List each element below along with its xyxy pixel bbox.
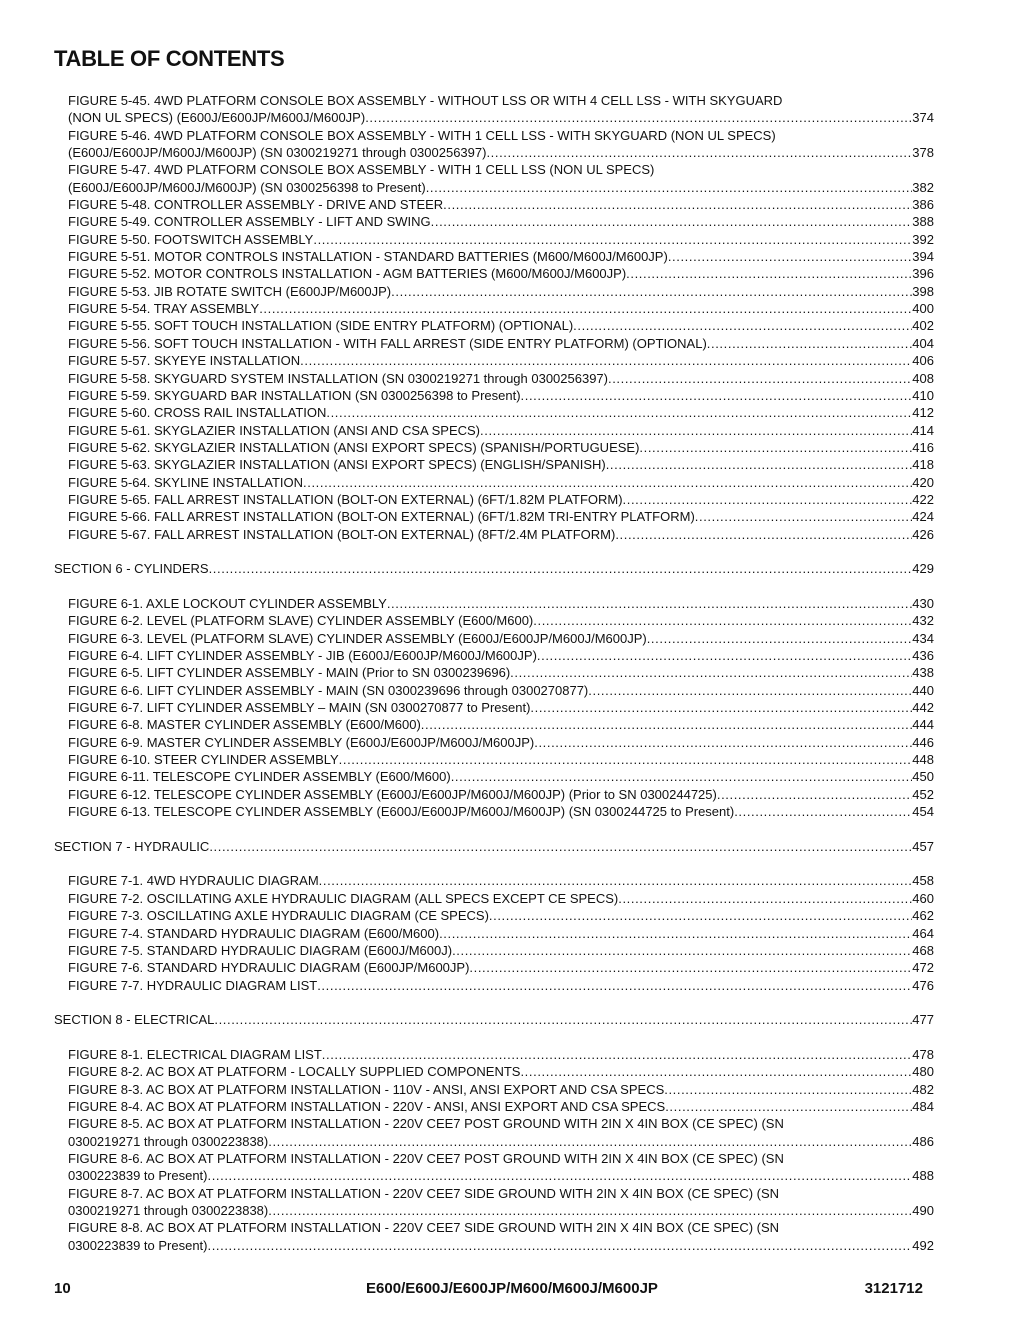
- toc-page-number: 432: [912, 613, 934, 629]
- toc-entry-title: FIGURE 6-13. TELESCOPE CYLINDER ASSEMBLY (E600J/E600JP/M600J/M600JP) (SN 0300244725 to Present): [68, 804, 735, 820]
- toc-figure-entry[interactable]: [68, 734, 934, 751]
- toc-page-number: 386: [912, 197, 934, 213]
- toc-entry-title: SECTION 8 - ELECTRICAL: [54, 1012, 215, 1028]
- toc-entry-title: FIGURE 7-4. STANDARD HYDRAULIC DIAGRAM (E600/M600): [68, 925, 440, 941]
- dot-leader: [431, 213, 913, 230]
- toc-figure-entry[interactable]: [68, 283, 934, 300]
- toc-page-number: 477: [912, 1012, 934, 1028]
- toc-figure-entry[interactable]: [68, 404, 934, 421]
- toc-figure-entry[interactable]: [68, 1098, 934, 1115]
- dot-leader: [391, 283, 912, 300]
- toc-figure-entry[interactable]: [68, 716, 934, 733]
- footer-model: E600/E600J/E600JP/M600/M600J/M600JP: [366, 1280, 658, 1297]
- toc-page-number: 454: [912, 804, 934, 820]
- toc-entry-title: FIGURE 6-10. STEER CYLINDER ASSEMBLY: [68, 752, 339, 768]
- toc-figure-entry[interactable]: [68, 248, 934, 265]
- toc-entry-title: FIGURE 8-1. ELECTRICAL DIAGRAM LIST: [68, 1046, 322, 1062]
- toc-page-number: 416: [912, 439, 934, 455]
- toc-entry-title: FIGURE 5-54. TRAY ASSEMBLY: [68, 301, 260, 317]
- toc-page-number: 414: [912, 422, 934, 438]
- toc-figure-entry[interactable]: [68, 526, 934, 543]
- toc-page-number: 442: [912, 700, 934, 716]
- dot-leader: [717, 786, 912, 803]
- toc-page-number: 484: [912, 1098, 934, 1114]
- toc-figure-entry[interactable]: [68, 422, 934, 439]
- dot-leader: [469, 959, 912, 976]
- toc-entry-title: FIGURE 8-4. AC BOX AT PLATFORM INSTALLATION - 220V - ANSI, ANSI EXPORT AND CSA SPECS: [68, 1098, 666, 1114]
- toc-spacer: [0, 855, 1024, 872]
- dot-leader: [268, 1202, 912, 1219]
- dot-leader: [322, 1046, 913, 1063]
- toc-entry-title: FIGURE 7-2. OSCILLATING AXLE HYDRAULIC DIAGRAM (ALL SPECS EXCEPT CE SPECS): [68, 890, 619, 906]
- toc-figure-entry[interactable]: [68, 474, 934, 491]
- toc-section-entry[interactable]: [54, 1011, 934, 1028]
- toc-page-number: 440: [912, 682, 934, 698]
- toc-entry-title: 0300219271 through 0300223838): [68, 1133, 269, 1149]
- dot-leader: [208, 1237, 913, 1254]
- toc-figure-entry[interactable]: [68, 370, 934, 387]
- toc-entry-title: FIGURE 5-67. FALL ARREST INSTALLATION (BOLT-ON EXTERNAL) (8FT/2.4M PLATFORM): [68, 526, 616, 542]
- toc-figure-entry[interactable]: [68, 647, 934, 664]
- toc-figure-entry[interactable]: [68, 456, 934, 473]
- toc-page-number: 400: [912, 301, 934, 317]
- toc-entry-title: FIGURE 5-57. SKYEYE INSTALLATION: [68, 353, 301, 369]
- dot-leader: [443, 196, 912, 213]
- toc-entry-title: (NON UL SPECS) (E600J/E600JP/M600J/M600JP): [68, 110, 366, 126]
- toc-page-number: 412: [912, 405, 934, 421]
- toc-page-number: 438: [912, 665, 934, 681]
- toc-figure-entry[interactable]: [68, 977, 934, 994]
- toc-entry-title: (E600J/E600JP/M600J/M600JP) (SN 0300219271 through 0300256397): [68, 145, 487, 161]
- toc-page-number: 388: [912, 214, 934, 230]
- toc-entry-title: FIGURE 5-60. CROSS RAIL INSTALLATION: [68, 405, 327, 421]
- toc-entry-title: FIGURE 6-1. AXLE LOCKOUT CYLINDER ASSEMBLY: [68, 595, 387, 611]
- toc-page-number: 472: [912, 960, 934, 976]
- toc-page-number: 420: [912, 474, 934, 490]
- toc-figure-entry[interactable]: [68, 630, 934, 647]
- toc-spacer: [0, 578, 1024, 595]
- dot-leader: [534, 734, 912, 751]
- toc-entry-title: FIGURE 8-2. AC BOX AT PLATFORM - LOCALLY SUPPLIED COMPONENTS: [68, 1064, 521, 1080]
- toc-page-number: 404: [912, 335, 934, 351]
- toc-page-number: 429: [912, 561, 934, 577]
- dot-leader: [268, 1133, 912, 1150]
- dot-leader: [439, 925, 912, 942]
- dot-leader: [521, 387, 913, 404]
- toc-page-number: 430: [912, 595, 934, 611]
- toc-figure-entry[interactable]: [68, 265, 934, 282]
- toc-figure-entry[interactable]: [68, 127, 934, 162]
- toc-figure-entry[interactable]: [68, 682, 934, 699]
- toc-entry-title: 0300223839 to Present): [68, 1168, 208, 1184]
- toc-figure-entry[interactable]: [68, 803, 934, 820]
- toc-section-entry[interactable]: [54, 838, 934, 855]
- toc-entry-title: FIGURE 5-64. SKYLINE INSTALLATION: [68, 474, 304, 490]
- dot-leader: [451, 768, 913, 785]
- toc-entry-title: FIGURE 5-63. SKYGLAZIER INSTALLATION (ANSI EXPORT SPECS) (ENGLISH/SPANISH): [68, 457, 606, 473]
- dot-leader: [209, 838, 912, 855]
- toc-figure-entry[interactable]: [68, 196, 934, 213]
- toc-page-number: 378: [912, 145, 934, 161]
- toc-figure-entry[interactable]: [68, 595, 934, 612]
- toc-figure-entry[interactable]: [68, 959, 934, 976]
- toc-entry-title: FIGURE 6-5. LIFT CYLINDER ASSEMBLY - MAIN (Prior to SN 0300239696): [68, 665, 511, 681]
- toc-entry-title: FIGURE 6-7. LIFT CYLINDER ASSEMBLY – MAIN (SN 0300270877 to Present): [68, 700, 531, 716]
- toc-page-number: 468: [912, 942, 934, 958]
- dot-leader: [665, 1098, 912, 1115]
- dot-leader: [365, 109, 912, 126]
- toc-figure-entry[interactable]: [68, 1219, 934, 1254]
- toc-figure-entry[interactable]: [68, 1115, 934, 1150]
- toc-page-number: 418: [912, 457, 934, 473]
- dot-leader: [300, 352, 912, 369]
- toc-entry-title: 0300219271 through 0300223838): [68, 1203, 269, 1218]
- toc-entry-title: SECTION 7 - HYDRAULIC: [54, 838, 210, 854]
- dot-leader: [615, 526, 912, 543]
- toc-entry-title-line: FIGURE 5-47. 4WD PLATFORM CONSOLE BOX ASSEMBLY - WITH 1 CELL LSS (NON UL SPECS): [68, 162, 655, 178]
- dot-leader: [537, 647, 912, 664]
- toc-page-number: 406: [912, 353, 934, 369]
- toc-figure-entry[interactable]: [68, 231, 934, 248]
- toc-entry-title: FIGURE 6-9. MASTER CYLINDER ASSEMBLY (E600J/E600JP/M600J/M600JP): [68, 734, 535, 750]
- toc-entry-title: FIGURE 7-5. STANDARD HYDRAULIC DIAGRAM (E600J/M600J): [68, 942, 453, 958]
- dot-leader: [520, 1063, 912, 1080]
- toc-entry-title: FIGURE 5-62. SKYGLAZIER INSTALLATION (ANSI EXPORT SPECS) (SPANISH/PORTUGUESE): [68, 439, 640, 455]
- dot-leader: [588, 682, 912, 699]
- dot-leader: [303, 474, 912, 491]
- toc-page-number: 402: [912, 318, 934, 334]
- toc-page-number: 410: [912, 387, 934, 403]
- dot-leader: [668, 248, 912, 265]
- dot-leader: [319, 872, 913, 889]
- toc-entry-title: FIGURE 6-2. LEVEL (PLATFORM SLAVE) CYLINDER ASSEMBLY (E600/M600): [68, 613, 534, 629]
- toc-figure-entry[interactable]: [68, 907, 934, 924]
- toc-figure-entry[interactable]: [68, 317, 934, 334]
- page-title: TABLE OF CONTENTS: [54, 46, 285, 71]
- toc-entry-title: FIGURE 7-7. HYDRAULIC DIAGRAM LIST: [68, 977, 318, 993]
- toc-entry-title: FIGURE 6-4. LIFT CYLINDER ASSEMBLY - JIB (E600J/E600JP/M600J/M600JP): [68, 648, 537, 663]
- toc-figure-entry[interactable]: [68, 92, 934, 127]
- toc-spacer: [0, 1029, 1024, 1046]
- toc-figure-entry[interactable]: [68, 612, 934, 629]
- dot-leader: [480, 422, 912, 439]
- toc-entry-title: FIGURE 5-51. MOTOR CONTROLS INSTALLATION - STANDARD BATTERIES (M600/M600J/M600JP): [68, 249, 668, 265]
- dot-leader: [339, 751, 913, 768]
- dot-leader: [734, 803, 912, 820]
- toc-page-number: 446: [912, 734, 934, 750]
- footer-doc-number: 3121712: [864, 1280, 923, 1297]
- toc-entry-title: FIGURE 5-52. MOTOR CONTROLS INSTALLATION - AGM BATTERIES (M600/M600J/M600JP): [68, 266, 627, 282]
- toc-entry-title-line: FIGURE 8-5. AC BOX AT PLATFORM INSTALLATION - 220V CEE7 POST GROUND WITH 2IN X 4IN BOX (CE SPEC) (SN: [68, 1116, 784, 1132]
- dot-leader: [639, 439, 912, 456]
- toc-page-number: 490: [912, 1203, 934, 1218]
- toc-page-number: 392: [912, 231, 934, 247]
- dot-leader: [208, 1167, 913, 1184]
- toc-figure-entry[interactable]: [68, 925, 934, 942]
- dot-leader: [489, 907, 912, 924]
- toc-entry-title-line: FIGURE 8-6. AC BOX AT PLATFORM INSTALLATION - 220V CEE7 POST GROUND WITH 2IN X 4IN BOX (CE SPEC) (SN: [68, 1150, 784, 1166]
- toc-entry-title: FIGURE 7-6. STANDARD HYDRAULIC DIAGRAM (E600JP/M600JP): [68, 960, 470, 976]
- dot-leader: [664, 1081, 912, 1098]
- toc-page-number: 476: [912, 977, 934, 993]
- dot-leader: [313, 231, 912, 248]
- toc-entry-title: FIGURE 5-55. SOFT TOUCH INSTALLATION (SIDE ENTRY PLATFORM) (OPTIONAL): [68, 318, 574, 334]
- toc-figure-entry[interactable]: [68, 335, 934, 352]
- dot-leader: [452, 942, 912, 959]
- toc-entry-title: (E600J/E600JP/M600J/M600JP) (SN 0300256398 to Present): [68, 179, 426, 195]
- toc-figure-entry[interactable]: [68, 491, 934, 508]
- dot-leader: [618, 890, 912, 907]
- toc-figure-entry[interactable]: [68, 699, 934, 716]
- toc-page-number: 448: [912, 752, 934, 768]
- toc-page-number: 434: [912, 630, 934, 646]
- toc-entry-title: SECTION 6 - CYLINDERS: [54, 561, 209, 577]
- toc-page-number: 452: [912, 786, 934, 802]
- toc-page-number: 424: [912, 509, 934, 525]
- toc-entry-title: FIGURE 6-12. TELESCOPE CYLINDER ASSEMBLY (E600J/E600JP/M600J/M600JP) (Prior to SN 0300244725): [68, 786, 717, 802]
- toc-page-number: 482: [912, 1081, 934, 1097]
- toc-figure-entry[interactable]: [68, 1081, 934, 1098]
- toc-entry-title: FIGURE 6-11. TELESCOPE CYLINDER ASSEMBLY (E600/M600): [68, 769, 451, 785]
- toc-figure-entry[interactable]: [68, 786, 934, 803]
- dot-leader: [209, 560, 913, 577]
- toc-page-number: 457: [912, 838, 934, 854]
- dot-leader: [623, 491, 913, 508]
- toc-figure-entry[interactable]: [68, 1046, 934, 1063]
- toc-figure-entry[interactable]: [68, 664, 934, 681]
- dot-leader: [695, 508, 913, 525]
- toc-figure-entry[interactable]: [68, 213, 934, 230]
- dot-leader: [317, 977, 912, 994]
- toc-page-number: 394: [912, 249, 934, 265]
- toc-entry-title: FIGURE 5-56. SOFT TOUCH INSTALLATION - WITH FALL ARREST (SIDE ENTRY PLATFORM) (OPTIONAL): [68, 335, 707, 351]
- dot-leader: [530, 699, 912, 716]
- dot-leader: [510, 664, 912, 681]
- toc-figure-entry[interactable]: [68, 768, 934, 785]
- dot-leader: [259, 300, 912, 317]
- toc-page-number: 488: [912, 1168, 934, 1184]
- toc-page-number: 396: [912, 266, 934, 282]
- toc-entry-title: FIGURE 5-53. JIB ROTATE SWITCH (E600JP/M600JP): [68, 283, 392, 299]
- toc-page-number: 480: [912, 1064, 934, 1080]
- toc-figure-entry[interactable]: [68, 1185, 934, 1220]
- toc-page-number: 436: [912, 648, 934, 663]
- toc-page-number: 492: [912, 1237, 934, 1253]
- toc-entry-title-line: FIGURE 5-46. 4WD PLATFORM CONSOLE BOX ASSEMBLY - WITH 1 CELL LSS - WITH SKYGUARD (NON UL SPECS): [68, 127, 776, 143]
- toc-figure-entry[interactable]: [68, 1150, 934, 1185]
- toc-page-number: 460: [912, 890, 934, 906]
- toc-page-number: 374: [912, 110, 934, 126]
- toc-page-number: 464: [912, 925, 934, 941]
- toc-page-number: 478: [912, 1046, 934, 1062]
- toc-figure-entry[interactable]: [68, 439, 934, 456]
- dot-leader: [426, 179, 913, 196]
- toc-page-number: 426: [912, 526, 934, 542]
- toc-spacer: [0, 820, 1024, 837]
- toc-page-number: 450: [912, 769, 934, 785]
- dot-leader: [626, 265, 912, 282]
- dot-leader: [707, 335, 913, 352]
- toc-page-number: 422: [912, 491, 934, 507]
- toc-entry-title: FIGURE 5-59. SKYGUARD BAR INSTALLATION (SN 0300256398 to Present): [68, 387, 521, 403]
- toc-entry-title: FIGURE 7-1. 4WD HYDRAULIC DIAGRAM: [68, 873, 319, 889]
- toc-page-number: 408: [912, 370, 934, 386]
- footer-page-number: 10: [54, 1280, 71, 1297]
- toc-figure-entry[interactable]: [68, 890, 934, 907]
- toc-entry-title: FIGURE 6-6. LIFT CYLINDER ASSEMBLY - MAIN (SN 0300239696 through 0300270877): [68, 682, 589, 698]
- toc-entry-title: FIGURE 6-3. LEVEL (PLATFORM SLAVE) CYLINDER ASSEMBLY (E600J/E600JP/M600J/M600JP): [68, 630, 647, 646]
- dot-leader: [533, 612, 912, 629]
- dot-leader: [606, 456, 913, 473]
- toc-entry-title: FIGURE 8-3. AC BOX AT PLATFORM INSTALLATION - 110V - ANSI, ANSI EXPORT AND CSA SPECS: [68, 1081, 665, 1097]
- dot-leader: [326, 404, 912, 421]
- dot-leader: [421, 716, 913, 733]
- dot-leader: [573, 317, 912, 334]
- toc-page-number: 444: [912, 717, 934, 733]
- toc-figure-entry[interactable]: [68, 1063, 934, 1080]
- toc-figure-entry[interactable]: [68, 300, 934, 317]
- toc-list: [0, 92, 1024, 1254]
- toc-entry-title-line: FIGURE 8-7. AC BOX AT PLATFORM INSTALLATION - 220V CEE7 SIDE GROUND WITH 2IN X 4IN BOX (CE SPEC) (SN: [68, 1185, 780, 1201]
- toc-entry-title-line: FIGURE 8-8. AC BOX AT PLATFORM INSTALLATION - 220V CEE7 SIDE GROUND WITH 2IN X 4IN BOX (CE SPEC) (SN: [68, 1220, 780, 1236]
- dot-leader: [608, 370, 912, 387]
- toc-entry-title: FIGURE 5-48. CONTROLLER ASSEMBLY - DRIVE AND STEER: [68, 197, 444, 213]
- toc-entry-title: FIGURE 7-3. OSCILLATING AXLE HYDRAULIC DIAGRAM (CE SPECS): [68, 908, 489, 924]
- toc-figure-entry[interactable]: [68, 751, 934, 768]
- toc-entry-title-line: FIGURE 5-45. 4WD PLATFORM CONSOLE BOX ASSEMBLY - WITHOUT LSS OR WITH 4 CELL LSS - WITH SKYGUARD: [68, 93, 783, 108]
- toc-entry-title: FIGURE 5-50. FOOTSWITCH ASSEMBLY: [68, 231, 314, 247]
- dot-leader: [647, 630, 913, 647]
- toc-entry-title: FIGURE 5-65. FALL ARREST INSTALLATION (BOLT-ON EXTERNAL) (6FT/1.82M PLATFORM): [68, 491, 623, 507]
- toc-figure-entry[interactable]: [68, 161, 934, 196]
- toc-entry-title: FIGURE 5-58. SKYGUARD SYSTEM INSTALLATION (SN 0300219271 through 0300256397): [68, 370, 608, 386]
- dot-leader: [214, 1011, 912, 1028]
- toc-page-number: 486: [912, 1133, 934, 1149]
- toc-spacer: [0, 543, 1024, 560]
- toc-page-number: 462: [912, 908, 934, 924]
- toc-figure-entry[interactable]: [68, 508, 934, 525]
- toc-section-entry[interactable]: [54, 560, 934, 577]
- toc-figure-entry[interactable]: [68, 352, 934, 369]
- dot-leader: [387, 595, 912, 612]
- toc-figure-entry[interactable]: [68, 942, 934, 959]
- toc-entry-title: 0300223839 to Present): [68, 1237, 208, 1253]
- toc-entry-title: FIGURE 5-61. SKYGLAZIER INSTALLATION (ANSI AND CSA SPECS): [68, 422, 481, 438]
- toc-spacer: [0, 994, 1024, 1011]
- dot-leader: [486, 144, 912, 161]
- toc-figure-entry[interactable]: [68, 387, 934, 404]
- toc-entry-title: FIGURE 6-8. MASTER CYLINDER ASSEMBLY (E600/M600): [68, 717, 421, 733]
- toc-figure-entry[interactable]: [68, 872, 934, 889]
- toc-page-number: 458: [912, 873, 934, 889]
- toc-page-number: 398: [912, 283, 934, 299]
- toc-entry-title: FIGURE 5-49. CONTROLLER ASSEMBLY - LIFT AND SWING: [68, 214, 431, 230]
- toc-entry-title: FIGURE 5-66. FALL ARREST INSTALLATION (BOLT-ON EXTERNAL) (6FT/1.82M TRI-ENTRY PLATFORM): [68, 509, 695, 525]
- toc-page-number: 382: [912, 179, 934, 195]
